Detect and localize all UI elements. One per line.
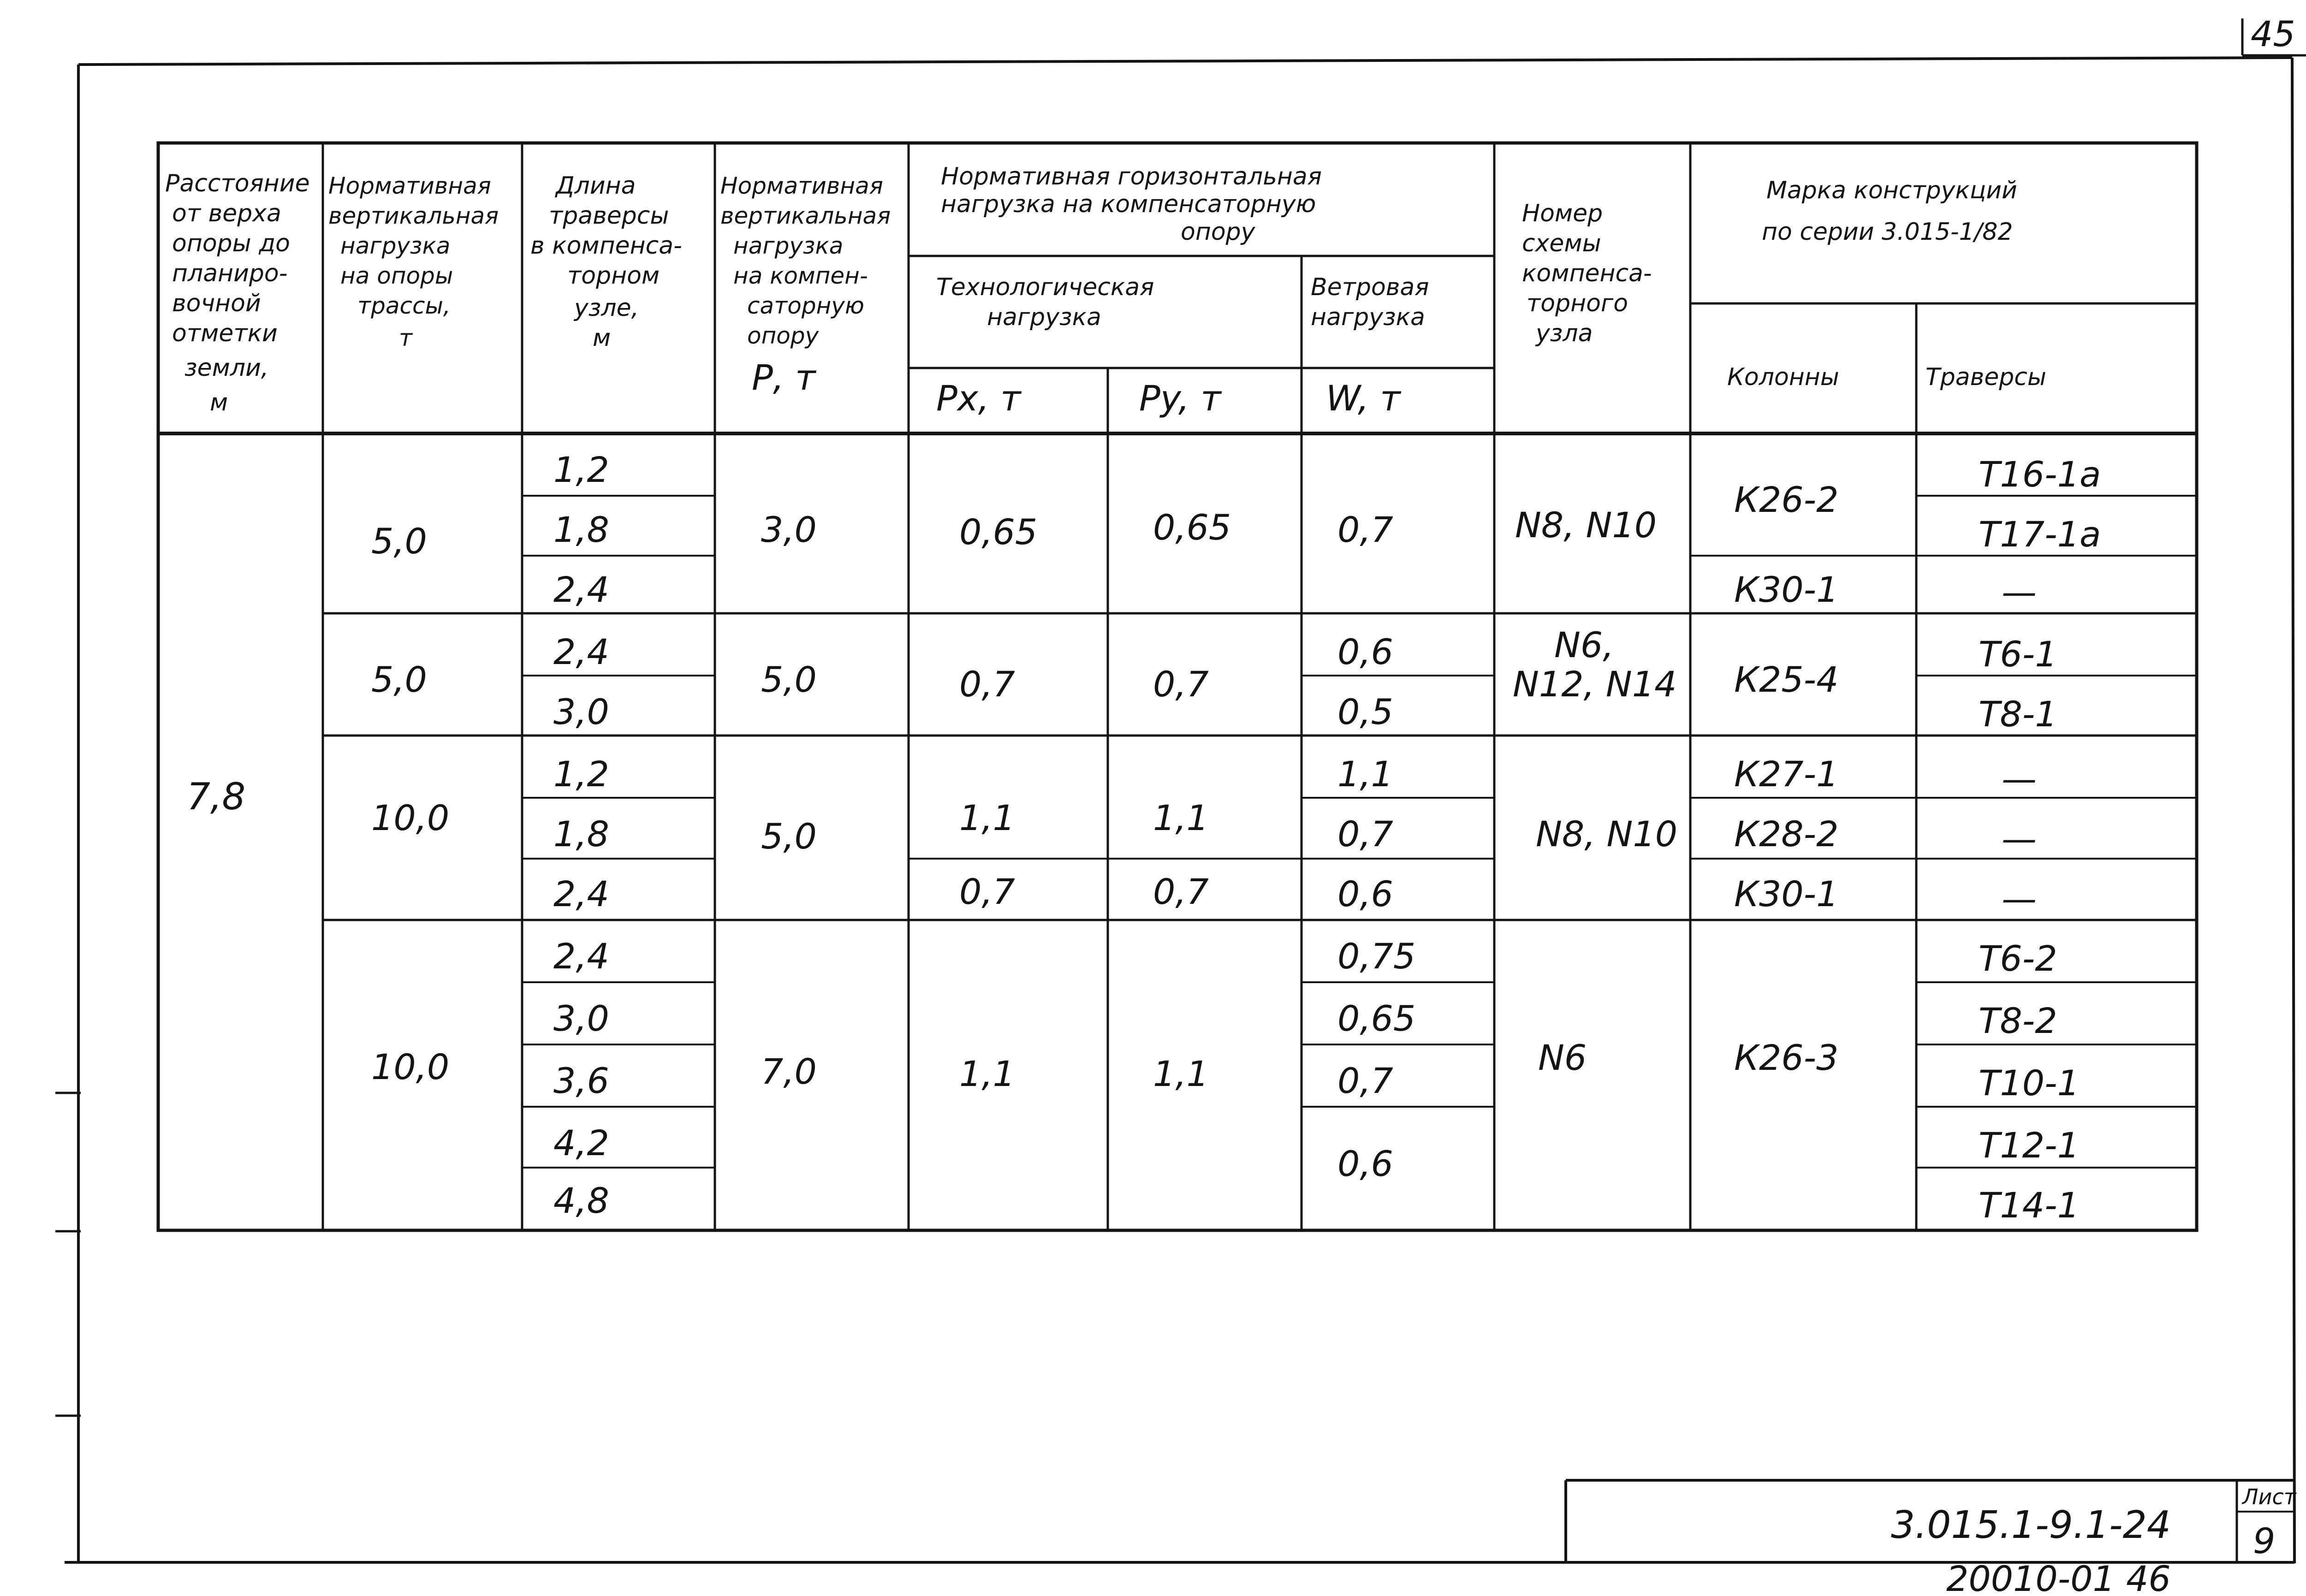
svg-text:вертикальная: вертикальная <box>328 202 499 229</box>
svg-text:Т12-1: Т12-1 <box>1979 1125 2080 1166</box>
svg-text:5,0: 5,0 <box>371 521 427 562</box>
svg-text:0,7: 0,7 <box>1337 1060 1393 1101</box>
header-px: Px, т <box>936 378 1021 419</box>
svg-text:Расстояние: Расстояние <box>165 170 310 197</box>
svg-text:5,0: 5,0 <box>761 659 817 700</box>
svg-text:—: — <box>2002 878 2037 919</box>
traverse-mark-values <box>1979 454 2101 1226</box>
svg-text:Т6-2: Т6-2 <box>1979 938 2057 979</box>
distance-value: 7,8 <box>187 775 246 818</box>
traverse-length-values <box>553 449 609 1221</box>
svg-text:на компен-: на компен- <box>733 262 868 289</box>
sheet-label: Лист <box>2242 1484 2296 1509</box>
svg-text:Длина: Длина <box>556 172 636 200</box>
svg-text:10,0: 10,0 <box>371 797 450 838</box>
svg-text:торном: торном <box>567 262 660 290</box>
svg-text:N8, N10: N8, N10 <box>1515 504 1657 546</box>
header-marks-group <box>1762 177 2017 246</box>
header-scheme-number <box>1522 200 1652 347</box>
svg-text:т: т <box>399 325 413 351</box>
svg-text:0,7: 0,7 <box>959 664 1015 705</box>
svg-text:0,65: 0,65 <box>959 511 1038 552</box>
svg-text:К26-3: К26-3 <box>1734 1037 1839 1078</box>
svg-text:саторную: саторную <box>747 292 864 319</box>
svg-text:0,6: 0,6 <box>1337 631 1393 672</box>
scheme-values <box>1513 504 1677 1078</box>
svg-text:Нормативная: Нормативная <box>720 172 883 199</box>
sheet-number: 9 <box>2253 1520 2276 1561</box>
svg-text:—: — <box>2002 758 2037 799</box>
svg-text:К30-1: К30-1 <box>1734 569 1839 610</box>
svg-text:0,7: 0,7 <box>1153 871 1209 912</box>
svg-text:нагрузка: нагрузка <box>733 232 844 259</box>
document-code: 3.015.1-9.1-24 <box>1891 1503 2171 1547</box>
header-py: Py, т <box>1139 378 1221 419</box>
svg-text:планиро-: планиро- <box>172 260 288 287</box>
header-wind-load <box>1311 273 1429 331</box>
svg-text:0,7: 0,7 <box>1337 813 1393 854</box>
svg-text:Т16-1а: Т16-1а <box>1979 454 2101 495</box>
svg-text:5,0: 5,0 <box>761 816 817 857</box>
svg-text:Т10-1: Т10-1 <box>1979 1062 2080 1104</box>
svg-text:1,2: 1,2 <box>553 449 609 490</box>
svg-text:компенса-: компенса- <box>1522 260 1652 287</box>
svg-text:Т14-1: Т14-1 <box>1979 1185 2080 1226</box>
svg-text:1,1: 1,1 <box>1153 1053 1209 1094</box>
svg-text:узла: узла <box>1536 320 1593 347</box>
archive-number: 20010-01 46 <box>1946 1558 2171 1596</box>
header-tech-load <box>936 273 1154 331</box>
svg-text:Т8-1: Т8-1 <box>1979 694 2057 735</box>
svg-text:Т17-1а: Т17-1а <box>1979 514 2101 555</box>
svg-text:0,7: 0,7 <box>1153 664 1209 705</box>
svg-text:Марка конструкций: Марка конструкций <box>1766 177 2017 204</box>
svg-text:N8, N10: N8, N10 <box>1536 813 1678 854</box>
svg-text:в компенса-: в компенса- <box>530 232 682 260</box>
svg-text:опору: опору <box>1181 218 1255 246</box>
px-values <box>959 511 1037 1094</box>
svg-text:Нормативная: Нормативная <box>328 172 491 199</box>
vertical-load-values <box>371 521 449 1087</box>
svg-text:нагрузка: нагрузка <box>987 303 1101 331</box>
svg-text:торного: торного <box>1527 290 1628 317</box>
svg-text:К26-2: К26-2 <box>1734 479 1839 520</box>
svg-text:—: — <box>2002 818 2037 859</box>
svg-text:отметки: отметки <box>172 320 278 347</box>
svg-text:нагрузка: нагрузка <box>1311 303 1425 331</box>
svg-text:N12, N14: N12, N14 <box>1513 664 1677 705</box>
svg-text:схемы: схемы <box>1522 230 1601 257</box>
page-number: 45 <box>2251 13 2295 54</box>
svg-text:4,8: 4,8 <box>553 1180 609 1221</box>
svg-text:К28-2: К28-2 <box>1734 813 1839 854</box>
svg-text:4,2: 4,2 <box>553 1122 609 1163</box>
header-traverses: Траверсы <box>1926 363 2046 391</box>
svg-text:Ветровая: Ветровая <box>1311 273 1429 301</box>
svg-text:1,1: 1,1 <box>959 797 1015 838</box>
svg-text:0,6: 0,6 <box>1337 873 1393 914</box>
svg-text:земли,: земли, <box>184 354 269 382</box>
svg-text:Технологическая: Технологическая <box>936 273 1154 301</box>
header-vertical-load-route <box>328 172 499 351</box>
svg-text:узле,: узле, <box>574 294 639 322</box>
svg-text:0,6: 0,6 <box>1337 1143 1393 1184</box>
svg-text:опору: опору <box>747 322 819 349</box>
header-vertical-load-compensator <box>720 172 891 398</box>
svg-text:1,2: 1,2 <box>553 754 609 795</box>
header-w: W, т <box>1326 378 1401 419</box>
svg-text:на опоры: на опоры <box>340 262 453 289</box>
svg-text:0,75: 0,75 <box>1337 936 1416 977</box>
header-distance <box>165 170 310 416</box>
svg-text:3,0: 3,0 <box>761 509 817 550</box>
header-columns: Колонны <box>1727 363 1839 391</box>
svg-text:нагрузка на компенсаторную: нагрузка на компенсаторную <box>941 190 1316 218</box>
svg-text:3,0: 3,0 <box>553 691 609 732</box>
svg-text:N6,: N6, <box>1554 624 1614 665</box>
svg-text:2,4: 2,4 <box>553 631 609 672</box>
header-horizontal-group <box>941 163 1322 246</box>
svg-text:от верха: от верха <box>172 200 281 227</box>
svg-text:0,7: 0,7 <box>1337 509 1393 550</box>
svg-text:2,4: 2,4 <box>553 936 609 977</box>
svg-text:по серии 3.015-1/82: по серии 3.015-1/82 <box>1762 218 2013 246</box>
svg-text:Р, т: Р, т <box>752 357 816 398</box>
p-load-values <box>761 509 817 1092</box>
column-mark-values <box>1734 479 1838 1078</box>
svg-text:0,65: 0,65 <box>1153 507 1231 548</box>
svg-text:2,4: 2,4 <box>553 873 609 914</box>
svg-text:2,4: 2,4 <box>553 569 609 610</box>
svg-text:К25-4: К25-4 <box>1734 659 1839 700</box>
svg-text:1,1: 1,1 <box>959 1053 1015 1094</box>
svg-text:нагрузка: нагрузка <box>340 232 451 259</box>
svg-text:—: — <box>2002 571 2037 612</box>
header-traverse-length <box>530 172 682 352</box>
svg-text:1,1: 1,1 <box>1337 754 1393 795</box>
svg-text:К30-1: К30-1 <box>1734 873 1839 914</box>
svg-text:3,6: 3,6 <box>553 1060 609 1101</box>
svg-text:3,0: 3,0 <box>553 998 609 1039</box>
py-values <box>1153 507 1231 1094</box>
w-values <box>1337 509 1415 1184</box>
svg-text:вочной: вочной <box>172 290 261 317</box>
svg-text:Т8-2: Т8-2 <box>1979 1000 2057 1041</box>
svg-text:N6: N6 <box>1538 1037 1587 1078</box>
svg-text:опоры до: опоры до <box>172 230 290 257</box>
svg-text:К27-1: К27-1 <box>1734 754 1839 795</box>
svg-text:трассы,: трассы, <box>357 292 451 319</box>
svg-text:1,8: 1,8 <box>553 509 609 550</box>
svg-text:0,5: 0,5 <box>1337 691 1393 732</box>
svg-text:1,8: 1,8 <box>553 813 609 854</box>
svg-text:0,7: 0,7 <box>959 871 1015 912</box>
svg-text:Нормативная горизонтальная: Нормативная горизонтальная <box>941 163 1322 190</box>
svg-text:Т6-1: Т6-1 <box>1979 634 2057 675</box>
svg-text:вертикальная: вертикальная <box>720 202 891 229</box>
svg-text:м: м <box>593 324 611 352</box>
svg-text:траверсы: траверсы <box>549 202 669 230</box>
svg-text:10,0: 10,0 <box>371 1046 450 1087</box>
svg-text:Номер: Номер <box>1522 200 1603 227</box>
svg-text:м: м <box>210 389 228 416</box>
svg-text:7,0: 7,0 <box>761 1051 817 1092</box>
svg-text:5,0: 5,0 <box>371 659 427 700</box>
svg-text:0,65: 0,65 <box>1337 998 1416 1039</box>
svg-text:1,1: 1,1 <box>1153 797 1209 838</box>
